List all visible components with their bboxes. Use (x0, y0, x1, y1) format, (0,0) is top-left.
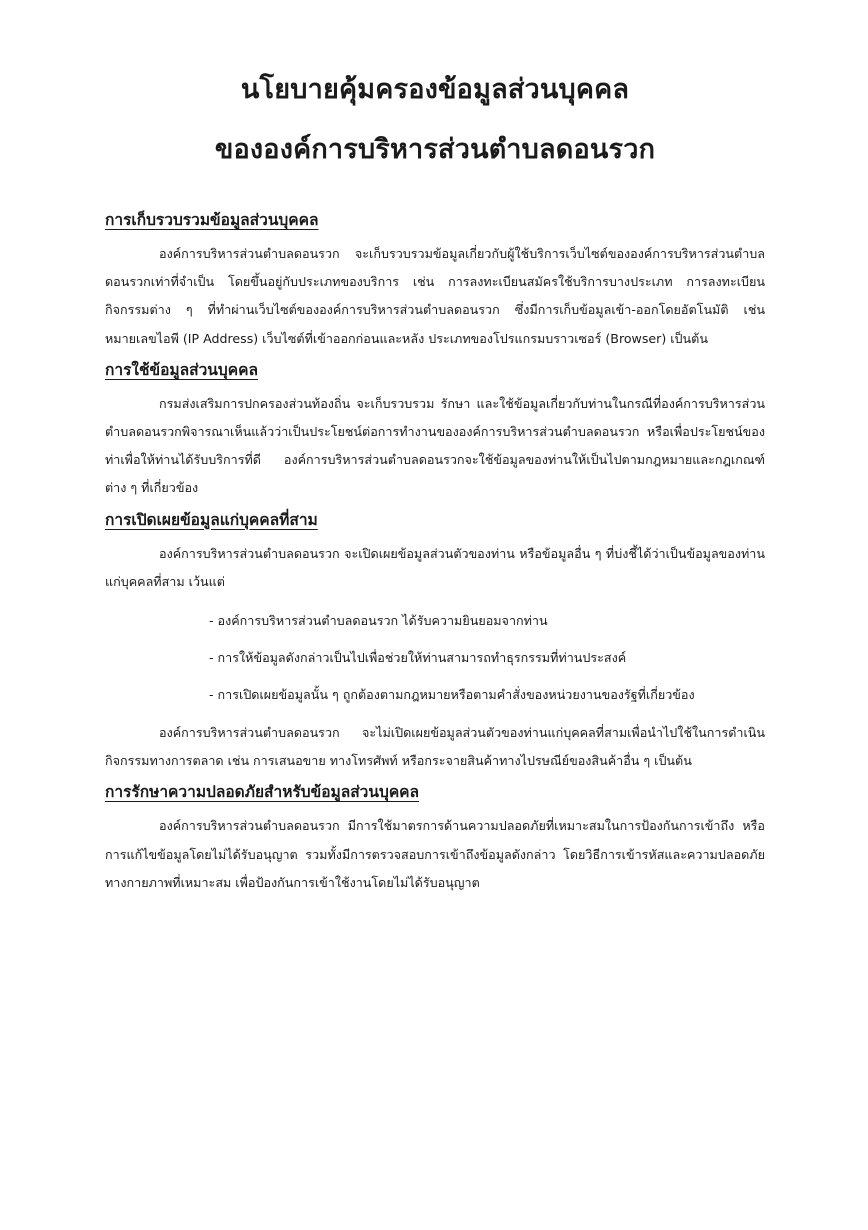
section-paragraph-2: องค์การบริหารส่วนตำบลดอนรวก จะไม่เปิดเผยข้อมูลส่วนตัวของท่านแก่บุคคลที่สามเพื่อนำไปใช้ในการดำเนินกิจกรรมทางการตลาด เช่น การเสนอขาย ทางโทรศัพท์ หรือกระจายสินค้าทางไปรษณีย์ของสินค้าอื่น ๆ เป็นต้น (105, 725, 765, 769)
document-title-line-1: นโยบายคุ้มครองข้อมูลส่วนบุคคล (240, 74, 630, 105)
section-paragraph: องค์การบริหารส่วนตำบลดอนรวก จะเก็บรวบรวมข้อมูลเกี่ยวกับผู้ใช้บริการเว็บไซต์ขององค์การบริหารส่วนตำบลดอนรวกเท่าที่จำเป็น โดยขึ้นอยู่กับประเภทของบริการ เช่น การลงทะเบียนสมัครใช้บริการบางประเภท การลงทะเบียนกิจกรรมต่าง ๆ ที่ทำผ่านเว็บไซต์ขององค์การบริหารส่วนตำบลดอนรวก ซึ่งมีการเก็บข้อมูลเข้า-ออกโดยอัตโนมัติ เช่น หมายเลขไอพี (IP Address) เว็บไซต์ที่เข้าออกก่อนและหลัง ประเภทของโปรแกรมบราวเซอร์ (Browser) เป็นต้น (105, 246, 765, 346)
list-item: - การให้ข้อมูลดังกล่าวเป็นไปเพื่อช่วยให้ท่านสามารถทำธุรกรรมที่ท่านประสงค์ (209, 650, 627, 666)
section-heading: การเก็บรวบรวมข้อมูลส่วนบุคคล (105, 211, 319, 229)
section-heading: การใช้ข้อมูลส่วนบุคคล (105, 360, 258, 379)
section-paragraph: องค์การบริหารส่วนตำบลดอนรวก มีการใช้มาตรการด้านความปลอดภัยที่เหมาะสมในการป้องกันการเข้าถึง หรือการแก้ไขข้อมูลโดยไม่ได้รับอนุญาต รวมทั้งมีการตรวจสอบการเข้าถึงข้อมูลดังกล่าว โดยวิธีการเข้ารหัสและความปลอดภัยทางกายภาพที่เหมาะสม เพื่อป้องกันการเข้าใช้งานโดยไม่ได้รับอนุญาต (105, 818, 765, 890)
section-heading: การรักษาความปลอดภัยสำหรับข้อมูลส่วนบุคคล (105, 783, 420, 802)
list-item: - องค์การบริหารส่วนตำบลดอนรวก ได้รับความยินยอมจากท่าน (209, 613, 548, 629)
document-content (105, 206, 765, 900)
section-third-party-disclosure (105, 506, 765, 776)
section-data-collection (105, 206, 765, 353)
list-item: - การเปิดเผยข้อมูลนั้น ๆ ถูกต้องตามกฎหมายหรือตามคำสั่งของหน่วยงานของรัฐที่เกี่ยวข้อง (209, 687, 695, 703)
section-heading: การเปิดเผยข้อมูลแก่บุคคลที่สาม (105, 510, 318, 529)
section-paragraph: กรมส่งเสริมการปกครองส่วนท้องถิ่น จะเก็บรวบรวม รักษา และใช้ข้อมูลเกี่ยวกับท่านในกรณีที่องค์การบริหารส่วนตำบลดอนรวกพิจารณาเห็นแล้วว่าเป็นประโยชน์ต่อการทำงานขององค์การบริหารส่วนตำบลดอนรวก หรือเพื่อประโยชน์ของท่าเพื่อให้ท่านได้รับบริการที่ดี องค์การบริหารส่วนตำบลดอนรวกจะใช้ข้อมูลของท่านให้เป็นไปตามกฎหมายและกฎเกณฑ์ต่าง ๆ ที่เกี่ยวข้อง (105, 395, 765, 496)
section-paragraph: องค์การบริหารส่วนตำบลดอนรวก จะเปิดเผยข้อมูลส่วนตัวของท่าน หรือข้อมูลอื่น ๆ ที่บ่งชี้ได้ว่าเป็นข้อมูลของท่านแก่บุคคลที่สาม เว้นแต่ (105, 545, 765, 589)
section-data-security (105, 778, 765, 897)
exception-list (105, 602, 765, 713)
section-data-usage (105, 356, 765, 503)
document-title-line-2: ขององค์การบริหารส่วนตำบลดอนรวก (214, 134, 656, 165)
